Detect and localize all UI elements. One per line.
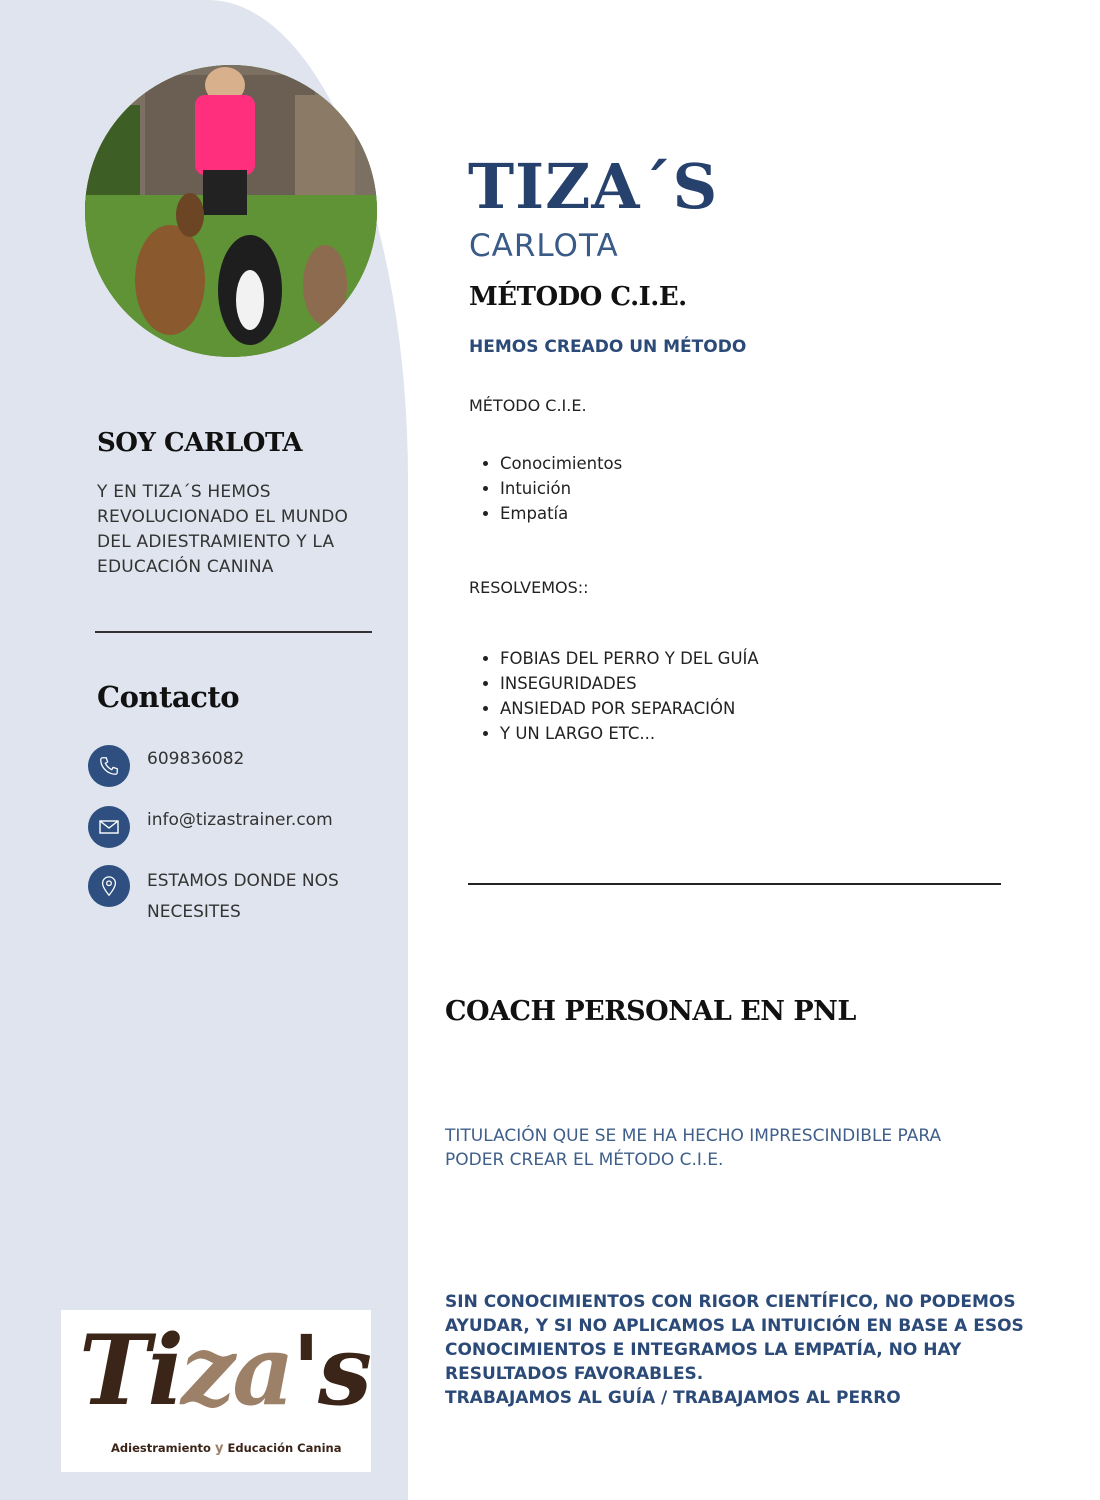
list-item: • Conocimientos (500, 451, 622, 476)
logo-word-part2: za (180, 1314, 292, 1427)
logo-word-part3: 's (291, 1314, 370, 1427)
method-intro: HEMOS CREADO UN MÉTODO (469, 337, 747, 357)
logo-word-part1: Ti (79, 1314, 181, 1427)
list-item: • Y UN LARGO ETC... (500, 721, 759, 746)
logo-tagline (111, 1441, 341, 1456)
main-divider (468, 883, 1001, 885)
coach-description: TITULACIÓN QUE SE ME HA HECHO IMPRESCINDIBLE PARA PODER CREAR EL MÉTODO C.I.E. (445, 1126, 942, 1170)
resolve-list (472, 646, 759, 746)
about-text: Y EN TIZA´S HEMOS REVOLUCIONADO EL MUNDO DEL ADIESTRAMIENTO Y LA EDUCACIÓN CANINA (97, 482, 349, 577)
list-item: • Intuición (500, 476, 622, 501)
brand-logo (61, 1310, 371, 1472)
list-item: • Empatía (500, 501, 622, 526)
logo-tag-part1: Adiestramiento (111, 1441, 211, 1455)
list-item: • INSEGURIDADES (500, 671, 759, 696)
resolve-label: RESOLVEMOS:: (469, 578, 589, 597)
page-subtitle: CARLOTA (469, 228, 619, 264)
closing-text: SIN CONOCIMIENTOS CON RIGOR CIENTÍFICO, NO PODEMOS AYUDAR, Y SI NO APLICAMOS LA INTUICIÓN EN BASE A ESOS CONOCIMIENTOS E INTEGRAMOS LA EMPATÍA, NO HAY RESULTADOS FAVORABLES. (445, 1292, 1024, 1384)
method-list (472, 451, 622, 526)
page-title: TIZA´S (468, 150, 719, 223)
list-item: • FOBIAS DEL PERRO Y DEL GUÍA (500, 646, 759, 671)
profile-photo (85, 65, 377, 357)
logo-tag-y: y (214, 1441, 224, 1456)
logo-tag-part2: Educación Canina (227, 1441, 342, 1455)
closing-statement (445, 1290, 1045, 1410)
sidebar-divider (95, 631, 372, 633)
about-title: SOY CARLOTA (97, 428, 303, 458)
phone-number[interactable]: 609836082 (147, 749, 245, 769)
mail-icon (88, 806, 130, 848)
closing-tagline: TRABAJAMOS AL GUÍA / TRABAJAMOS AL PERRO (445, 1388, 901, 1408)
phone-icon (88, 745, 130, 787)
location-icon (88, 865, 130, 907)
list-item: • ANSIEDAD POR SEPARACIÓN (500, 696, 759, 721)
coach-title: COACH PERSONAL EN PNL (445, 996, 856, 1027)
email-link[interactable]: info@tizastrainer.com (147, 810, 333, 830)
contact-title: Contacto (97, 680, 240, 714)
method-title: MÉTODO C.I.E. (469, 282, 687, 312)
method-label: MÉTODO C.I.E. (469, 396, 587, 415)
logo-wordmark (79, 1316, 369, 1426)
location-text: ESTAMOS DONDE NOS NECESITES (147, 871, 339, 922)
